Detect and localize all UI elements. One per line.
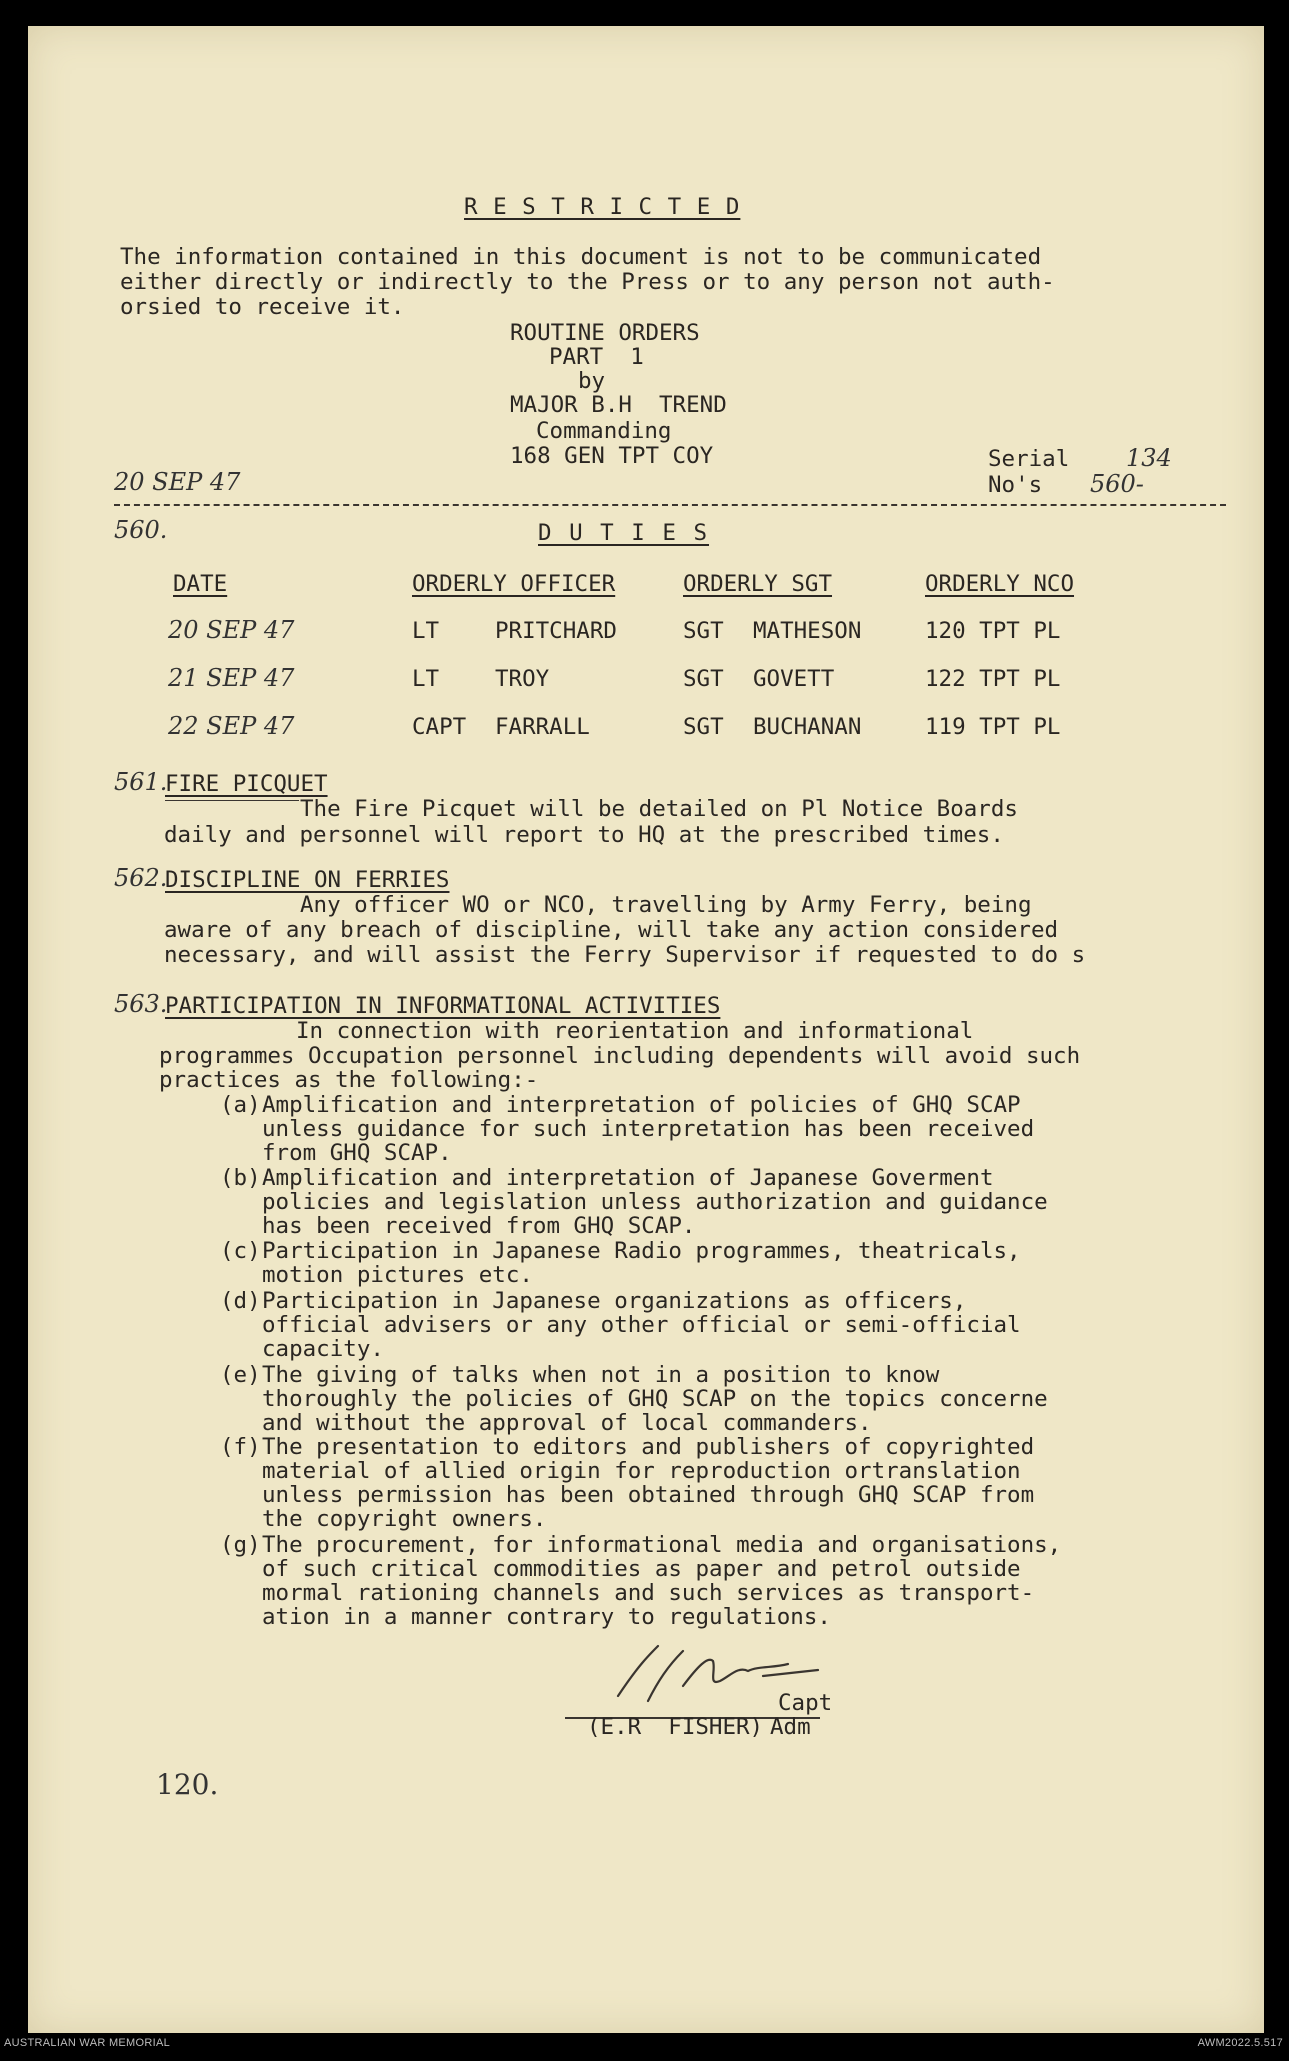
item-heading-fire-picquet: FIRE PICQUET — [165, 771, 328, 797]
serial-label: Serial — [988, 446, 1070, 472]
row-date: 20 SEP 47 — [168, 616, 295, 644]
row-sgt-name: MATHESON — [753, 618, 862, 644]
subitem-line: Participation in Japanese organizations as officers, — [262, 1288, 967, 1314]
subitem-label: (f) — [220, 1434, 261, 1460]
notice-line-3: orsied to receive it. — [120, 294, 405, 320]
column-orderly-sgt: ORDERLY SGT — [683, 571, 833, 597]
subitem-line: motion pictures etc. — [262, 1262, 533, 1288]
subitem-line: policies and legislation unless authorization and guidance — [262, 1189, 1048, 1215]
subitem-line: ation in a manner contrary to regulations. — [262, 1604, 831, 1630]
item-heading-discipline-on-ferries: DISCIPLINE ON FERRIES — [165, 867, 450, 893]
row-sgt-rank: SGT — [683, 618, 724, 644]
row-nco: 119 TPT PL — [925, 714, 1061, 740]
row-officer-rank: LT — [412, 618, 440, 644]
subitem-line: Amplification and interpretation of Japanese Goverment — [262, 1165, 994, 1191]
subitem-label: (b) — [220, 1165, 261, 1191]
item-line: practices as the following:- — [159, 1067, 539, 1093]
item-number-563: 563. — [114, 990, 168, 1018]
title-line-1: ROUTINE ORDERS — [510, 320, 700, 346]
serial-value: 134 — [1126, 444, 1172, 472]
subitem-line: capacity. — [262, 1336, 384, 1362]
item-line: aware of any breach of discipline, will take any action considered — [164, 917, 1059, 943]
nos-value: 560- — [1090, 470, 1144, 498]
item-line: In connection with reorientation and informational — [296, 1018, 974, 1044]
subitem-label: (g) — [220, 1532, 261, 1558]
footer-institution: AUSTRALIAN WAR MEMORIAL — [4, 2037, 171, 2049]
row-officer-rank: LT — [412, 666, 440, 692]
title-line-6: 168 GEN TPT COY — [510, 443, 714, 469]
page-number: 120. — [156, 1768, 219, 1801]
notice-line-2: either directly or indirectly to the Press or to any person not auth- — [120, 269, 1055, 295]
subitem-label: (a) — [220, 1092, 261, 1118]
row-officer-name: PRITCHARD — [495, 618, 617, 644]
duties-number: 560. — [114, 516, 168, 544]
column-date: DATE — [173, 571, 228, 597]
document-page — [28, 26, 1264, 2033]
heading-underline — [165, 800, 299, 801]
row-nco: 120 TPT PL — [925, 618, 1061, 644]
subitem-line: unless guidance for such interpretation has been received — [262, 1116, 1035, 1142]
row-sgt-name: BUCHANAN — [753, 714, 862, 740]
row-officer-name: TROY — [495, 666, 550, 692]
subitem-label: (d) — [220, 1288, 261, 1314]
footer-reference: AWM2022.5.517 — [1197, 2037, 1283, 2049]
subitem-line: The procurement, for informational media and organisations, — [262, 1532, 1062, 1558]
title-line-4: MAJOR B.H TREND — [510, 392, 727, 418]
row-officer-name: FARRALL — [495, 714, 590, 740]
signatory-rank: Capt — [778, 1690, 833, 1716]
notice-line-1: The information contained in this document is not to be communicated — [120, 244, 1042, 270]
subitem-line: Participation in Japanese Radio programmes, theatricals, — [262, 1238, 1021, 1264]
subitem-line: official advisers or any other official or semi-official — [262, 1312, 1021, 1338]
subitem-line: the copyright owners. — [262, 1506, 547, 1532]
duties-heading: D U T I E S — [538, 520, 710, 546]
item-line: The Fire Picquet will be detailed on Pl Notice Boards — [300, 796, 1018, 822]
subitem-line: of such critical commodities as paper and petrol outside — [262, 1556, 1021, 1582]
signatory-appointment: Adm — [770, 1714, 811, 1740]
subitem-line: unless permission has been obtained through GHQ SCAP from — [262, 1482, 1035, 1508]
item-heading-participation: PARTICIPATION IN INFORMATIONAL ACTIVITIES — [165, 993, 721, 1019]
row-sgt-rank: SGT — [683, 714, 724, 740]
title-line-5: Commanding — [536, 418, 672, 444]
title-line-2: PART 1 — [549, 344, 644, 370]
item-line: daily and personnel will report to HQ at the prescribed times. — [164, 822, 1004, 848]
signatory-name: (E.R FISHER) — [587, 1714, 764, 1740]
row-sgt-rank: SGT — [683, 666, 724, 692]
row-date: 22 SEP 47 — [168, 712, 295, 740]
item-line: necessary, and will assist the Ferry Supervisor if requested to do s — [164, 942, 1086, 968]
subitem-line: has been received from GHQ SCAP. — [262, 1213, 696, 1239]
subitem-line: from GHQ SCAP. — [262, 1140, 452, 1166]
item-number-561: 561. — [114, 768, 168, 796]
item-number-562: 562. — [114, 864, 168, 892]
row-officer-rank: CAPT — [412, 714, 467, 740]
item-line: programmes Occupation personnel including dependents will avoid such — [159, 1043, 1081, 1069]
subitem-line: Amplification and interpretation of policies of GHQ SCAP — [262, 1092, 1021, 1118]
subitem-line: material of allied origin for reproduction ortranslation — [262, 1458, 1021, 1484]
row-sgt-name: GOVETT — [753, 666, 835, 692]
subitem-line: and without the approval of local commanders. — [262, 1410, 872, 1436]
column-orderly-officer: ORDERLY OFFICER — [412, 571, 616, 597]
subitem-line: thoroughly the policies of GHQ SCAP on the topics concerne — [262, 1386, 1048, 1412]
classification-marking: R E S T R I C T E D — [464, 194, 741, 220]
subitem-line: The giving of talks when not in a position to know — [262, 1362, 940, 1388]
header-divider — [114, 504, 1226, 506]
row-nco: 122 TPT PL — [925, 666, 1061, 692]
column-orderly-nco: ORDERLY NCO — [925, 571, 1075, 597]
subitem-line: The presentation to editors and publishers of copyrighted — [262, 1434, 1035, 1460]
row-date: 21 SEP 47 — [168, 664, 295, 692]
title-line-3: by — [578, 368, 606, 394]
item-line: Any officer WO or NCO, travelling by Army Ferry, being — [300, 892, 1032, 918]
subitem-line: mormal rationing channels and such services as transport- — [262, 1580, 1035, 1606]
order-date: 20 SEP 47 — [114, 468, 241, 496]
nos-label: No's — [988, 472, 1043, 498]
subitem-label: (c) — [220, 1238, 261, 1264]
subitem-label: (e) — [220, 1362, 261, 1388]
